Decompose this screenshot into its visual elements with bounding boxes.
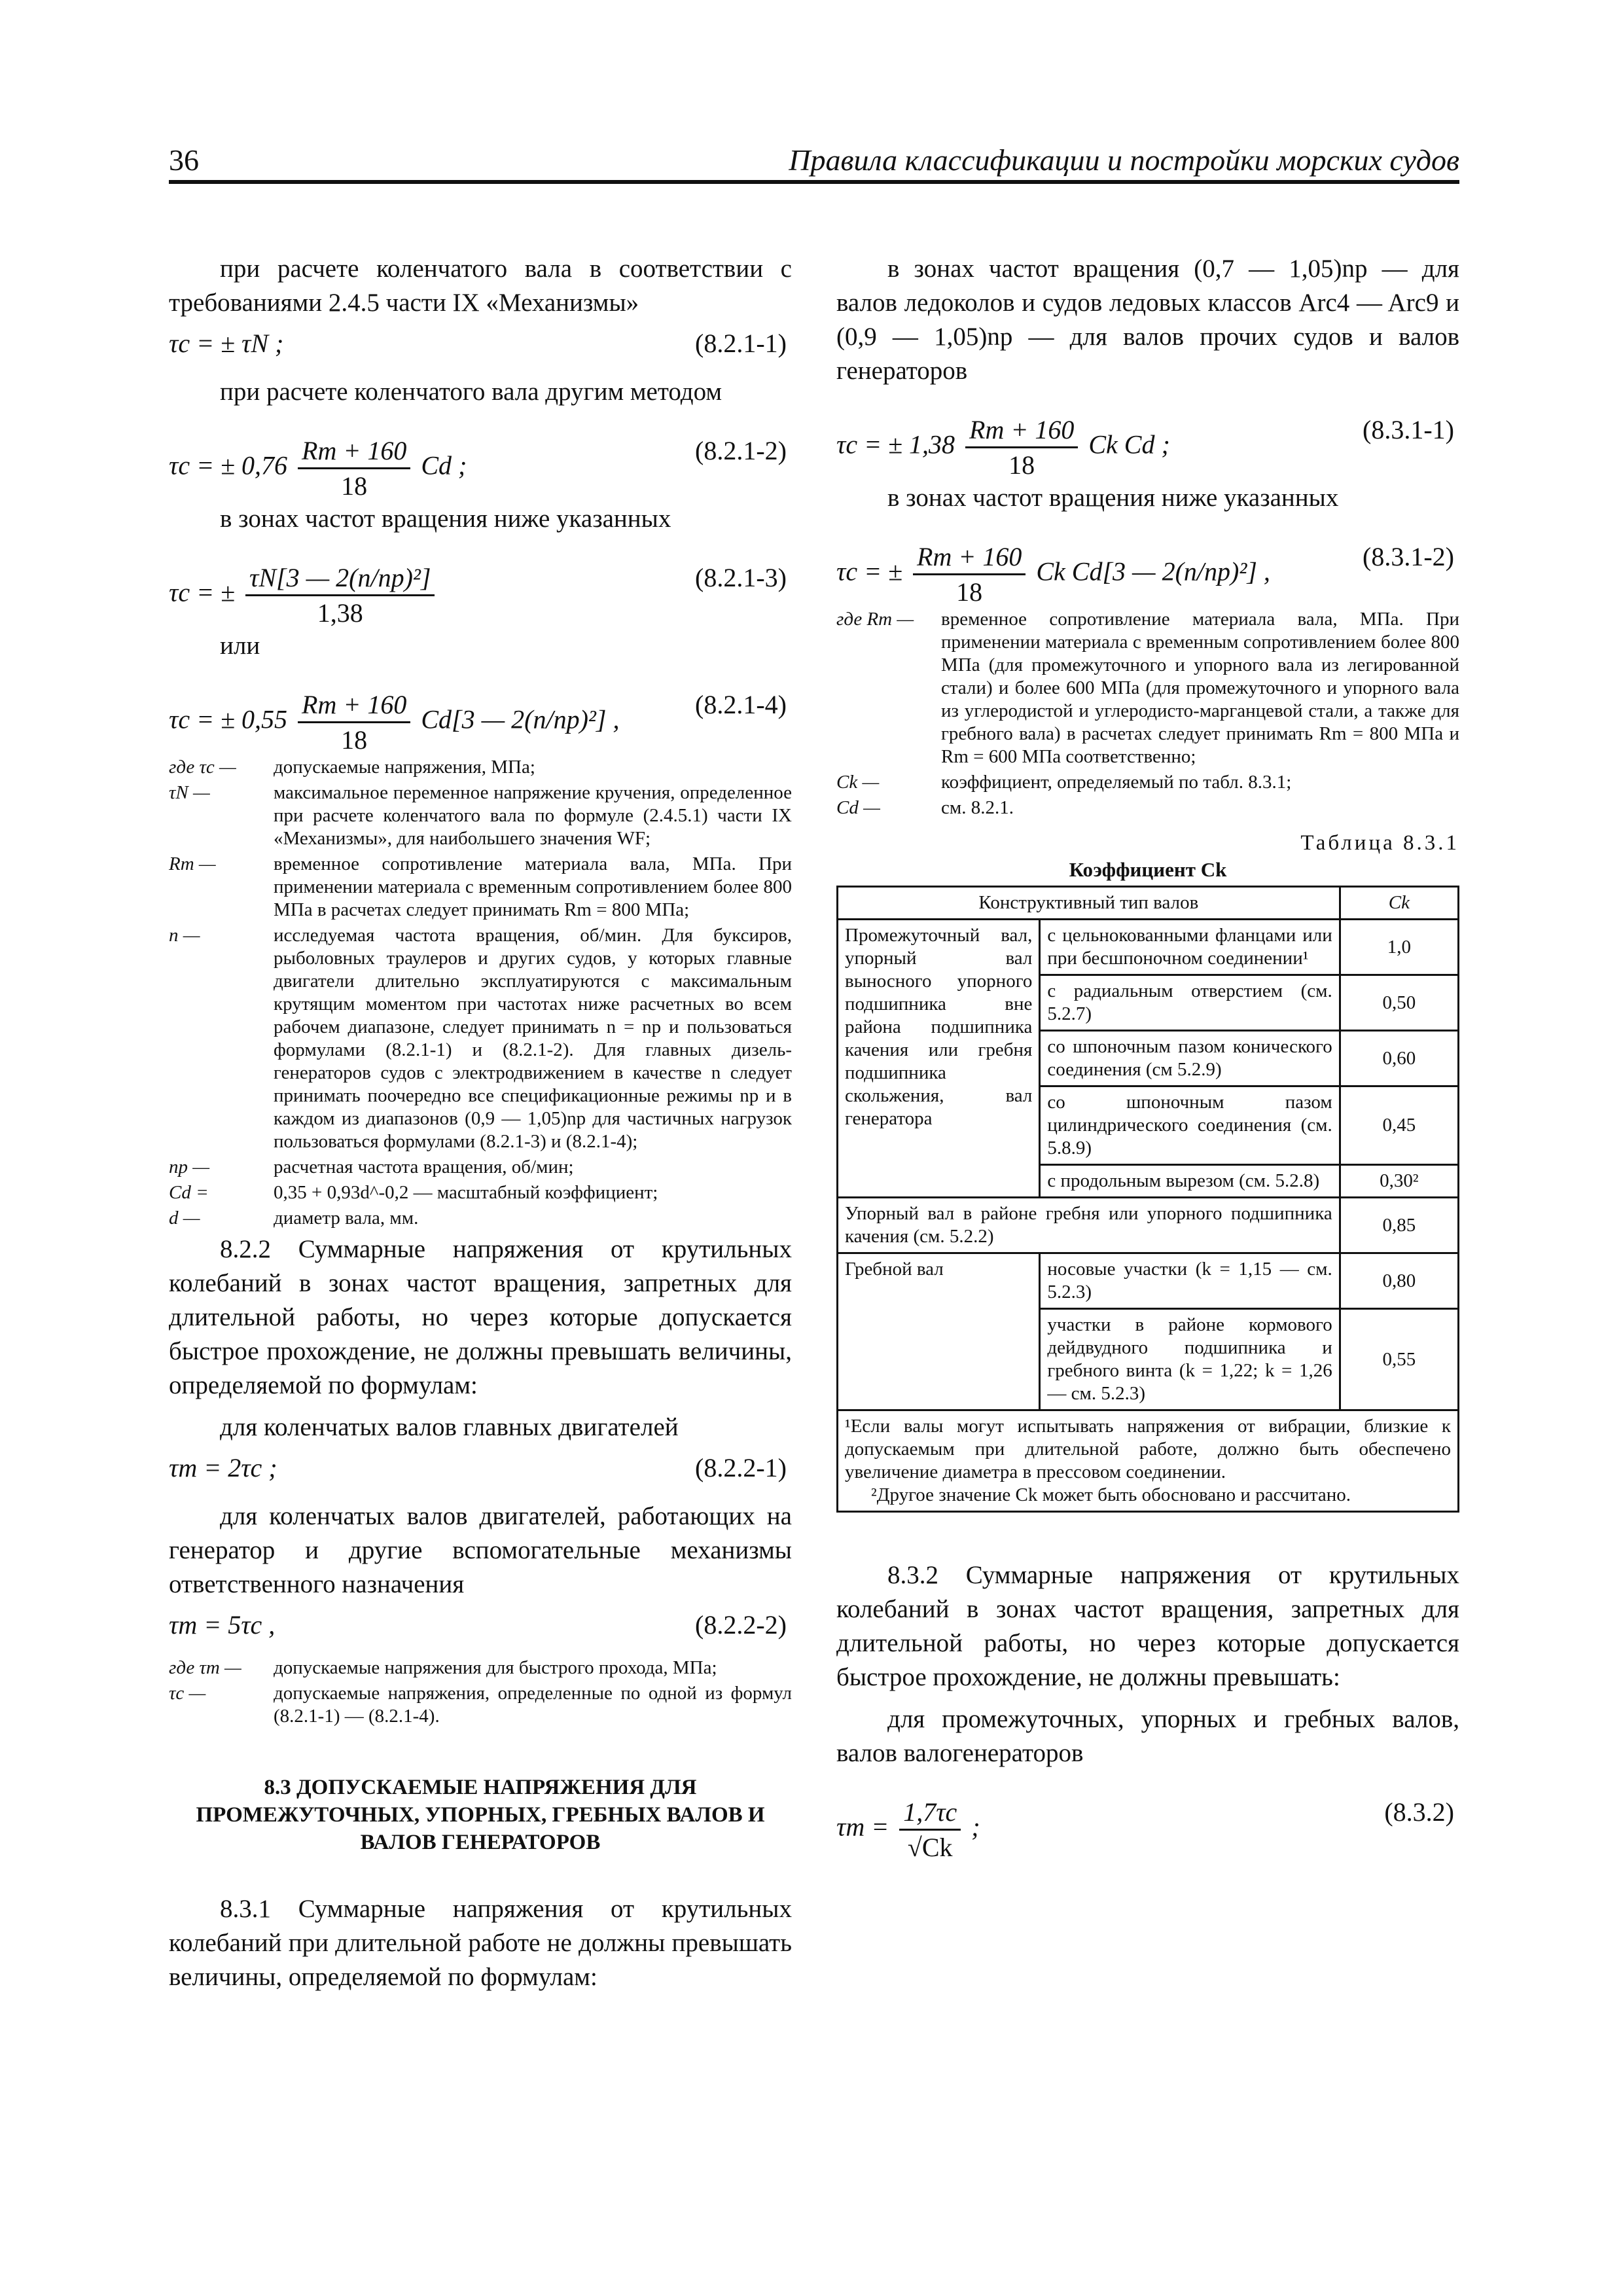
where-item: где Rm — временное сопротивление материала вала, МПа. При применении материала с временным сопротивлением более 800 МПа (для промежуточного и упорного вала из легированной стали) и более 600 МПа (для промежуточного и упорного вала из углеродистой и углеродисто-марганцевой стали, а также для гребного вала) в расчетах следует принимать Rm = 800 МПа и Rm = 600 МПа соответственно;	[836, 609, 1459, 767]
equation-suffix: Cd[3 — 2(n/np)²] ,	[421, 704, 620, 734]
fraction	[298, 689, 410, 755]
denominator: 18	[1008, 450, 1035, 480]
paragraph-8-3-1: 8.3.1 Суммарные напряжения от крутильных колебаний при длительной работе не должны превышать величины, определяемой по формулам:	[169, 1895, 792, 1991]
table-value: 0,80	[1340, 1253, 1458, 1309]
equation-prefix: τc = ± 0,76	[169, 450, 288, 480]
table-cell: со шпоночным пазом цилиндрического соединения (см. 5.8.9)	[1040, 1086, 1340, 1165]
paragraph: при расчете коленчатого вала в соответствии с требованиями 2.4.5 части IX «Механизмы»	[169, 255, 792, 317]
equation-prefix: τc = ± 1,38	[836, 429, 955, 459]
table-cell: с радиальным отверстием (см. 5.2.7)	[1040, 975, 1340, 1031]
paragraph: для коленчатых валов главных двигателей	[220, 1413, 679, 1441]
paragraph: в зонах частот вращения ниже указанных	[887, 484, 1339, 512]
left-column	[169, 252, 792, 2002]
where-item: np — расчетная частота вращения, об/мин;	[169, 1157, 574, 1177]
section-heading-8-3: 8.3 ДОПУСКАЕМЫЕ НАПРЯЖЕНИЯ ДЛЯ ПРОМЕЖУТОЧНЫХ, УПОРНЫХ, ГРЕБНЫХ ВАЛОВ И ВАЛОВ ГЕНЕРАТОРОВ	[196, 1776, 765, 1854]
fraction	[913, 541, 1026, 607]
numerator: 1,7τc	[899, 1797, 961, 1831]
table-value: 0,45	[1340, 1086, 1458, 1165]
table-title: Коэффициент Ck	[1069, 858, 1227, 881]
numerator: τN[3 — 2(n/np)²]	[245, 562, 435, 596]
table-header-row	[838, 887, 1459, 920]
where-item: n — исследуемая частота вращения, об/мин. Для буксиров, рыболовных траулеров и других судов, у которых главные двигатели длительно эксплуатируются с максимальным крутящим моментом при частотах ниже расчетных во всем рабочем диапазоне, следует принимать n = np и пользоваться формулами (8.2.1-1) и (8.2.1-2). Для главных дизель-генераторов судов с электродвижением в качестве n следует принимать поочередно все спецификационные режимы np и в каждом из диапазонов (0,9 — 1,05)np для частичных нагрузок пользоваться формулами (8.2.1-3) и (8.2.1-4);	[169, 925, 792, 1152]
table-footnote-row	[838, 1410, 1459, 1512]
where-item: Ck — коэффициент, определяемый по табл. 8.3.1;	[836, 772, 1292, 793]
paragraph: в зонах частот вращения ниже указанных	[220, 505, 671, 533]
paragraph-8-3-2: 8.3.2 Суммарные напряжения от крутильных колебаний в зонах частот вращения, запретных для длительной работы, но через которые допускается быстрое прохождение, не должны превышать:	[836, 1561, 1459, 1691]
equation-suffix: ;	[971, 1812, 980, 1842]
footnote-2: ²Другое значение Ck может быть обосновано и рассчитано.	[871, 1484, 1351, 1505]
table-cell: носовые участки (k = 1,15 — см. 5.2.3)	[1040, 1253, 1340, 1309]
numerator: Rm + 160	[913, 541, 1026, 575]
table-row	[838, 1198, 1459, 1253]
paragraph: для коленчатых валов двигателей, работающих на генератор и другие вспомогательные механизмы ответственного назначения	[169, 1502, 792, 1598]
table-value: 0,60	[1340, 1031, 1458, 1086]
equation-number: (8.3.2)	[1384, 1797, 1454, 1827]
table-footnotes	[838, 1410, 1459, 1512]
equation-8-2-2-1	[169, 1452, 792, 1493]
equation-8-2-1-2	[169, 417, 792, 501]
paragraph-8-2-2: 8.2.2 Суммарные напряжения от крутильных колебаний в зонах частот вращения, запретных для длительной работы, но через которые допускается быстрое прохождение, не должны превышать величины, определяемой по формулам:	[169, 1235, 792, 1399]
denominator: 18	[956, 577, 983, 607]
equation-number: (8.2.1-3)	[695, 563, 787, 592]
equation-number: (8.3.1-2)	[1363, 542, 1454, 571]
where-item: Rm — временное сопротивление материала вала, МПа. При применении материала с временным сопротивлением более 800 МПа в расчетах следует принимать Rm = 800 МПа;	[169, 853, 792, 920]
table-header-ck: Ck	[1340, 887, 1458, 920]
table-cell: Упорный вал в районе гребня или упорного подшипника качения (см. 5.2.2)	[838, 1198, 1340, 1253]
equation-number: (8.2.1-4)	[695, 690, 787, 719]
where-item: где τc — допускаемые напряжения, МПа;	[169, 757, 535, 778]
equation-prefix: τc = ± 0,55	[169, 704, 288, 734]
denominator: 18	[341, 471, 368, 501]
equation-8-3-2	[836, 1778, 1459, 1862]
paragraph: для промежуточных, упорных и гребных валов, валов валогенераторов	[836, 1705, 1459, 1767]
where-item: где τт — допускаемые напряжения для быстрого прохода, МПа;	[169, 1657, 717, 1678]
equation-8-2-1-1	[169, 328, 792, 368]
where-item: τN — максимальное переменное напряжение кручения, определенное при расчете коленчатого вала по формуле (2.4.5.1) части IX «Механизмы», для наибольшего значения WF;	[169, 782, 792, 849]
table-value: 0,50	[1340, 975, 1458, 1031]
equation-number: (8.2.2-1)	[695, 1453, 787, 1482]
fraction	[965, 414, 1078, 480]
right-column	[836, 252, 1459, 1863]
denominator: √Ck	[907, 1833, 953, 1862]
where-list	[836, 608, 1459, 819]
equation-body: τc = ± τN ;	[169, 329, 284, 358]
table-value: 0,30²	[1340, 1165, 1458, 1198]
where-item: τc — допускаемые напряжения, определенные по одной из формул (8.2.1-1) — (8.2.1-4).	[169, 1683, 792, 1727]
numerator: Rm + 160	[965, 414, 1078, 448]
equation-body: τт = 5τc ,	[169, 1610, 276, 1640]
where-item: Cd — см. 8.2.1.	[836, 797, 1014, 818]
table-group-cell: Промежуточный вал, упорный вал выносного упорного подшипника вне района подшипника качения или гребня подшипника скольжения, вал генератора	[838, 920, 1040, 1198]
equation-body: τт = 2τc ;	[169, 1453, 277, 1482]
fraction	[899, 1797, 961, 1863]
equation-8-2-1-3	[169, 544, 792, 628]
equation-number: (8.2.1-2)	[695, 436, 787, 465]
where-list	[169, 756, 792, 1230]
running-title: Правила классификации и постройки морских судов	[789, 143, 1459, 177]
numerator: Rm + 160	[298, 435, 410, 469]
denominator: 1,38	[317, 598, 363, 628]
header-rule	[169, 180, 1459, 184]
equation-prefix: τт =	[836, 1812, 889, 1842]
table-value: 0,85	[1340, 1198, 1458, 1253]
page-number: 36	[169, 143, 199, 177]
equation-number: (8.2.1-1)	[695, 329, 787, 358]
where-list	[169, 1657, 792, 1728]
equation-8-3-1-2	[836, 523, 1459, 607]
equation-number: (8.3.1-1)	[1363, 415, 1454, 444]
fraction	[298, 435, 410, 501]
table-cell: участки в районе кормового дейдвудного подшипника и гребного винта (k = 1,22; k = 1,26 — см. 5.2.3)	[1040, 1309, 1340, 1410]
equation-number: (8.2.2-2)	[695, 1610, 787, 1640]
table-cell: с цельнокованными фланцами или при бесшпоночном соединении¹	[1040, 920, 1340, 975]
fraction	[245, 562, 435, 628]
table-cell: с продольным вырезом (см. 5.2.8)	[1040, 1165, 1340, 1198]
equation-8-3-1-1	[836, 396, 1459, 480]
table-value: 0,55	[1340, 1309, 1458, 1410]
numerator: Rm + 160	[298, 689, 410, 723]
where-item: d — диаметр вала, мм.	[169, 1208, 419, 1229]
equation-suffix: Ck Cd[3 — 2(n/np)²] ,	[1036, 556, 1270, 586]
equation-prefix: τc = ±	[836, 556, 903, 586]
table-header-type: Конструктивный тип валов	[838, 887, 1340, 920]
table-group-cell: Гребной вал	[838, 1253, 1040, 1410]
equation-prefix: τc = ±	[169, 577, 236, 607]
table-row	[838, 920, 1459, 975]
table-number: Таблица 8.3.1	[1300, 831, 1459, 855]
table-value: 1,0	[1340, 920, 1458, 975]
coefficient-table	[836, 886, 1459, 1513]
equation-8-2-1-4	[169, 671, 792, 755]
paragraph: при расчете коленчатого вала другим методом	[220, 378, 722, 406]
table-cell: со шпоночным пазом конического соединения (см 5.2.9)	[1040, 1031, 1340, 1086]
equation-suffix: Ck Cd ;	[1088, 429, 1170, 459]
table-row	[838, 1253, 1459, 1309]
equation-8-2-2-2	[169, 1609, 792, 1650]
denominator: 18	[341, 725, 368, 755]
paragraph: в зонах частот вращения (0,7 — 1,05)np — для валов ледоколов и судов ледовых классов Arc4 — Arc9 и (0,9 — 1,05)np — для валов прочих судов и валов генераторов	[836, 255, 1459, 385]
footnote-1: ¹Если валы могут испытывать напряжения от вибрации, близкие к допускаемым при длительной работе, должно быть обеспечено увеличение диаметра в прессовом соединении.	[845, 1416, 1451, 1482]
where-item: Cd = 0,35 + 0,93d^-0,2 — масштабный коэффициент;	[169, 1182, 658, 1203]
paragraph: или	[220, 632, 260, 660]
equation-suffix: Cd ;	[421, 450, 467, 480]
